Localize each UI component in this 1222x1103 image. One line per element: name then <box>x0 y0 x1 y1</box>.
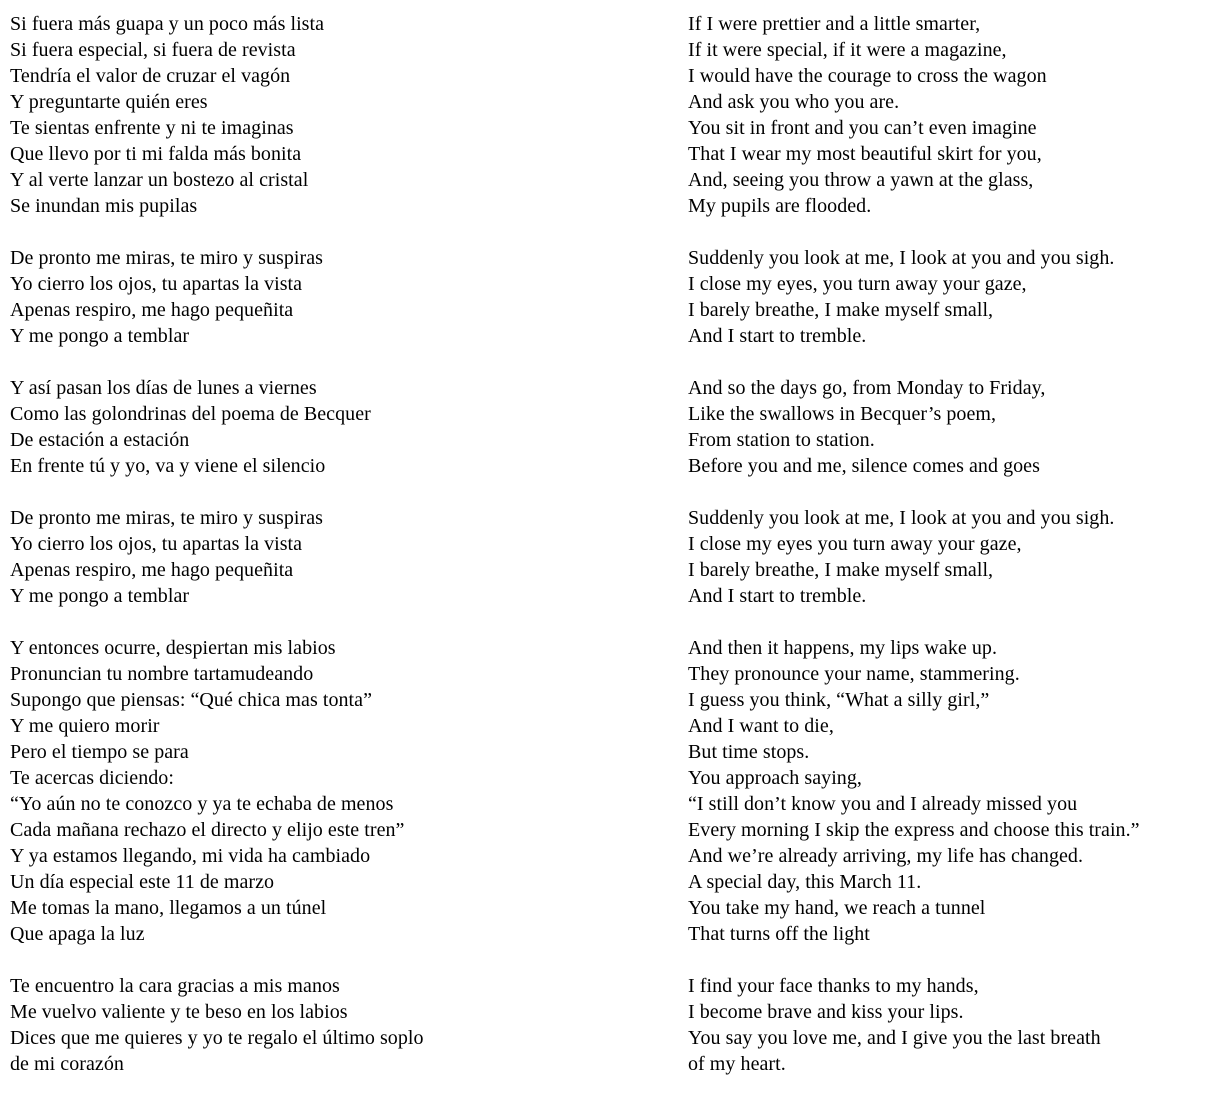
lyric-line: Suddenly you look at me, I look at you and you sigh. <box>688 507 1115 529</box>
lyric-line: Y al verte lanzar un bostezo al cristal <box>10 169 309 191</box>
lyric-line: Y preguntarte quién eres <box>10 91 208 113</box>
lyric-line: Como las golondrinas del poema de Becquer <box>10 403 371 425</box>
lyric-line: You sit in front and you can’t even imagine <box>688 117 1037 139</box>
lyric-line: If it were special, if it were a magazine, <box>688 39 1007 61</box>
lyric-line: Un día especial este 11 de marzo <box>10 871 275 893</box>
lyric-line: Apenas respiro, me hago pequeñita <box>10 559 294 581</box>
lyric-line: Yo cierro los ojos, tu apartas la vista <box>10 533 303 555</box>
lyric-line: And we’re already arriving, my life has changed. <box>688 845 1084 867</box>
stanza <box>688 245 1218 349</box>
lyric-line: I become brave and kiss your lips. <box>688 1001 964 1023</box>
lyric-line: En frente tú y yo, va y viene el silencio <box>10 455 326 477</box>
lyric-line: And I start to tremble. <box>688 585 867 607</box>
lyric-line: A special day, this March 11. <box>688 871 922 893</box>
lyric-line: Y ya estamos llegando, mi vida ha cambiado <box>10 845 371 867</box>
lyric-line: Y me pongo a temblar <box>10 585 190 607</box>
lyric-line: Que apaga la luz <box>10 923 145 945</box>
lyric-line: My pupils are flooded. <box>688 195 872 217</box>
lyric-line: Yo cierro los ojos, tu apartas la vista <box>10 273 303 295</box>
stanza <box>10 375 650 479</box>
lyric-line: Supongo que piensas: “Qué chica mas tonta” <box>10 689 373 711</box>
lyric-line: Y entonces ocurre, despiertan mis labios <box>10 637 336 659</box>
lyric-line: De pronto me miras, te miro y suspiras <box>10 247 323 269</box>
lyric-line: Que llevo por ti mi falda más bonita <box>10 143 302 165</box>
lyric-line: You take my hand, we reach a tunnel <box>688 897 986 919</box>
lyric-line: Apenas respiro, me hago pequeñita <box>10 299 294 321</box>
lyric-line: Suddenly you look at me, I look at you and you sigh. <box>688 247 1115 269</box>
lyric-line: If I were prettier and a little smarter, <box>688 13 981 35</box>
lyric-line: Pero el tiempo se para <box>10 741 189 763</box>
lyric-line: “Yo aún no te conozco y ya te echaba de menos <box>10 793 394 815</box>
lyric-line: Y así pasan los días de lunes a viernes <box>10 377 317 399</box>
stanza <box>10 973 650 1077</box>
lyric-line: Te acercas diciendo: <box>10 767 174 789</box>
lyric-line: And so the days go, from Monday to Friday, <box>688 377 1046 399</box>
lyric-line: You approach saying, <box>688 767 862 789</box>
lyric-line: And, seeing you throw a yawn at the glass, <box>688 169 1034 191</box>
lyric-line: Y me quiero morir <box>10 715 160 737</box>
lyric-line: Every morning I skip the express and choose this train.” <box>688 819 1140 841</box>
lyric-line: They pronounce your name, stammering. <box>688 663 1020 685</box>
lyric-line: That turns off the light <box>688 923 870 945</box>
lyric-line: Pronuncian tu nombre tartamudeando <box>10 663 314 685</box>
lyric-line: Like the swallows in Becquer’s poem, <box>688 403 997 425</box>
lyric-line: And ask you who you are. <box>688 91 900 113</box>
lyric-line: de mi corazón <box>10 1053 124 1075</box>
lyric-line: Cada mañana rechazo el directo y elijo este tren” <box>10 819 405 841</box>
lyric-line: Si fuera especial, si fuera de revista <box>10 39 296 61</box>
stanza <box>688 375 1218 479</box>
lyric-line: And I start to tremble. <box>688 325 867 347</box>
lyric-line: Before you and me, silence comes and goes <box>688 455 1040 477</box>
lyric-line: I close my eyes, you turn away your gaze, <box>688 273 1027 295</box>
stanza <box>10 11 650 219</box>
lyric-line: But time stops. <box>688 741 810 763</box>
lyric-line: De pronto me miras, te miro y suspiras <box>10 507 323 529</box>
lyric-line: I would have the courage to cross the wagon <box>688 65 1047 87</box>
lyric-line: That I wear my most beautiful skirt for you, <box>688 143 1042 165</box>
lyric-line: I find your face thanks to my hands, <box>688 975 979 997</box>
spanish-lyrics-column <box>10 11 650 1103</box>
lyric-line: Me tomas la mano, llegamos a un túnel <box>10 897 327 919</box>
english-translation-column <box>688 11 1218 1103</box>
lyric-line: Me vuelvo valiente y te beso en los labios <box>10 1001 348 1023</box>
lyric-line: of my heart. <box>688 1053 786 1075</box>
stanza <box>10 245 650 349</box>
lyric-line: And I want to die, <box>688 715 834 737</box>
lyric-line: I guess you think, “What a silly girl,” <box>688 689 990 711</box>
lyric-line: Te sientas enfrente y ni te imaginas <box>10 117 294 139</box>
lyric-line: I close my eyes you turn away your gaze, <box>688 533 1022 555</box>
lyric-line: De estación a estación <box>10 429 190 451</box>
stanza <box>10 635 650 947</box>
lyric-line: Dices que me quieres y yo te regalo el último soplo <box>10 1027 424 1049</box>
lyric-line: From station to station. <box>688 429 875 451</box>
stanza <box>688 505 1218 609</box>
stanza <box>688 11 1218 219</box>
stanza <box>688 973 1218 1077</box>
lyric-line: You say you love me, and I give you the last breath <box>688 1027 1101 1049</box>
lyric-line: Se inundan mis pupilas <box>10 195 198 217</box>
lyric-line: Tendría el valor de cruzar el vagón <box>10 65 291 87</box>
lyric-line: I barely breathe, I make myself small, <box>688 559 994 581</box>
lyric-line: Te encuentro la cara gracias a mis manos <box>10 975 340 997</box>
lyric-line: Y me pongo a temblar <box>10 325 190 347</box>
lyric-line: “I still don’t know you and I already missed you <box>688 793 1078 815</box>
stanza <box>688 635 1218 947</box>
lyric-line: Si fuera más guapa y un poco más lista <box>10 13 325 35</box>
lyric-line: And then it happens, my lips wake up. <box>688 637 998 659</box>
lyric-line: I barely breathe, I make myself small, <box>688 299 994 321</box>
stanza <box>10 505 650 609</box>
